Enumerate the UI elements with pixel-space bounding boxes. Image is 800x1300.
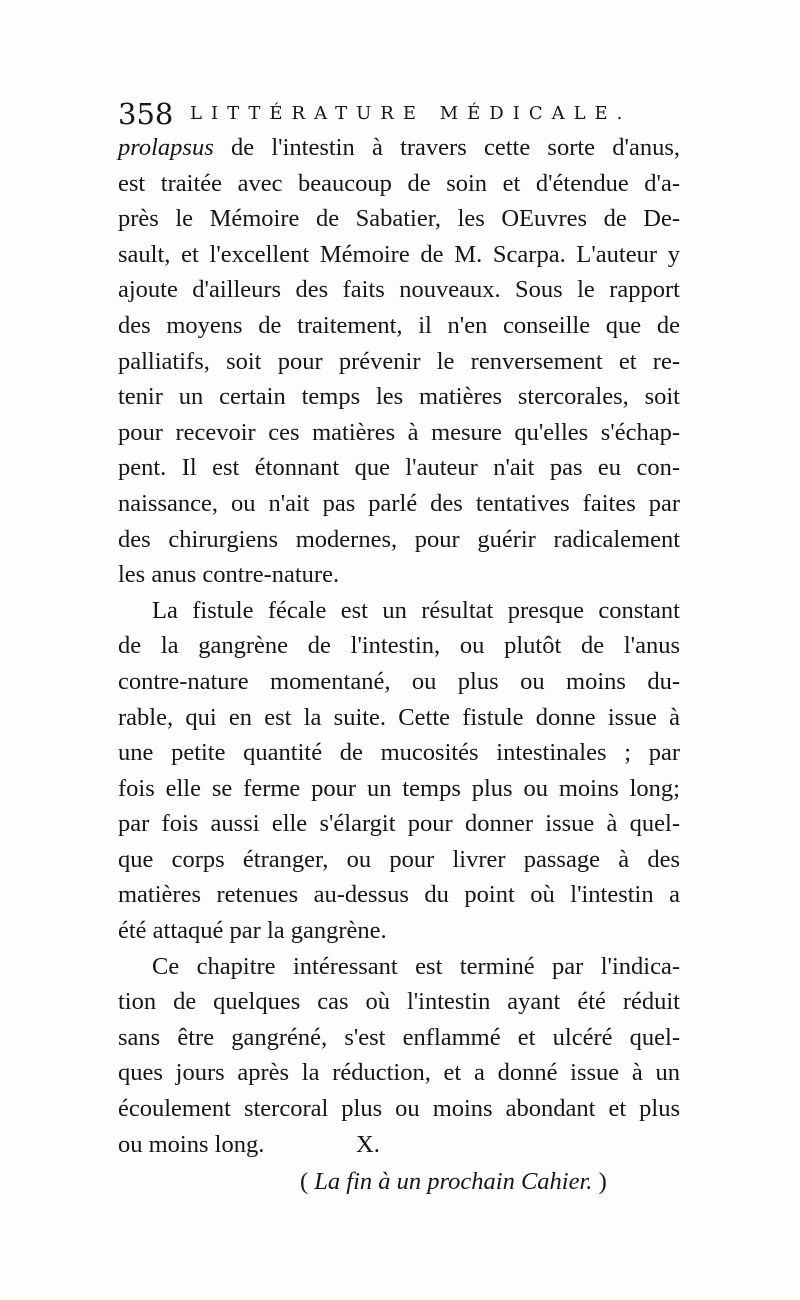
paragraph-end-line: les anus contre-nature.	[118, 561, 340, 589]
text-line: que corps étranger, ou pour livrer passage à des	[118, 845, 680, 873]
text-line: de la gangrène de l'intestin, ou plutôt de l'anus	[118, 632, 680, 660]
paragraph-end-line: été attaqué par la gangrène.	[118, 917, 387, 945]
paragraph-start-line: Ce chapitre intéressant est terminé par l'indica-	[152, 952, 680, 980]
text-line	[118, 130, 680, 166]
page-header	[118, 94, 638, 134]
text-line: sault, et l'excellent Mémoire de M. Scarpa. L'auteur y	[118, 240, 680, 268]
final-line	[118, 1127, 680, 1163]
text-line: sans être gangréné, s'est enflammé et ulcéré quel-	[118, 1023, 680, 1051]
text-line: pour recevoir ces matières à mesure qu'elles s'échap-	[118, 418, 680, 446]
author-signature: X.	[356, 1130, 380, 1158]
italic-term: prolapsus	[118, 134, 214, 161]
text-line: pent. Il est étonnant que l'auteur n'ait pas eu con-	[118, 454, 680, 482]
paragraph-start-line: La fistule fécale est un résultat presque constant	[152, 596, 680, 624]
line-text: de l'intestin à travers cette sorte d'anus,	[213, 134, 680, 161]
text-line: près le Mémoire de Sabatier, les OEuvres de De-	[118, 205, 680, 233]
page-number: 358	[118, 97, 174, 131]
text-line: palliatifs, soit pour prévenir le renversement et re-	[118, 347, 680, 375]
text-line: contre-nature momentané, ou plus ou moins du-	[118, 667, 680, 695]
continuation-text: La fin à un prochain Cahier.	[308, 1168, 599, 1196]
text-line: tenir un certain temps les matières stercorales, soit	[118, 383, 680, 411]
text-line: rable, qui en est la suite. Cette fistule donne issue à	[118, 703, 680, 731]
text-line: ajoute d'ailleurs des faits nouveaux. Sous le rapport	[118, 276, 680, 304]
text-line: écoulement stercoral plus ou moins abondant et plus	[118, 1095, 680, 1123]
text-line: est traitée avec beaucoup de soin et d'étendue d'a-	[118, 169, 680, 197]
text-line: matières retenues au-dessus du point où l'intestin a	[118, 881, 680, 909]
body-text	[118, 130, 680, 1202]
text-line: des moyens de traitement, il n'en conseille que de	[118, 311, 680, 339]
close-parenthesis: )	[598, 1168, 607, 1196]
text-line: par fois aussi elle s'élargit pour donner issue à quel-	[118, 810, 680, 838]
text-line: naissance, ou n'ait pas parlé des tentatives faites par	[118, 489, 680, 517]
text-line: fois elle se ferme pour un temps plus ou moins long;	[118, 774, 680, 802]
text-line: ques jours après la réduction, et a donné issue à un	[118, 1059, 680, 1087]
continuation-note	[118, 1162, 680, 1202]
final-line-text: ou moins long.	[118, 1130, 265, 1158]
text-line: tion de quelques cas où l'intestin ayant été réduit	[118, 988, 680, 1016]
text-line: une petite quantité de mucosités intestinales ; par	[118, 739, 680, 767]
text-line: des chirurgiens modernes, pour guérir radicalement	[118, 525, 680, 553]
open-parenthesis: (	[300, 1168, 309, 1196]
running-title: LITTÉRATURE MÉDICALE.	[190, 103, 632, 124]
